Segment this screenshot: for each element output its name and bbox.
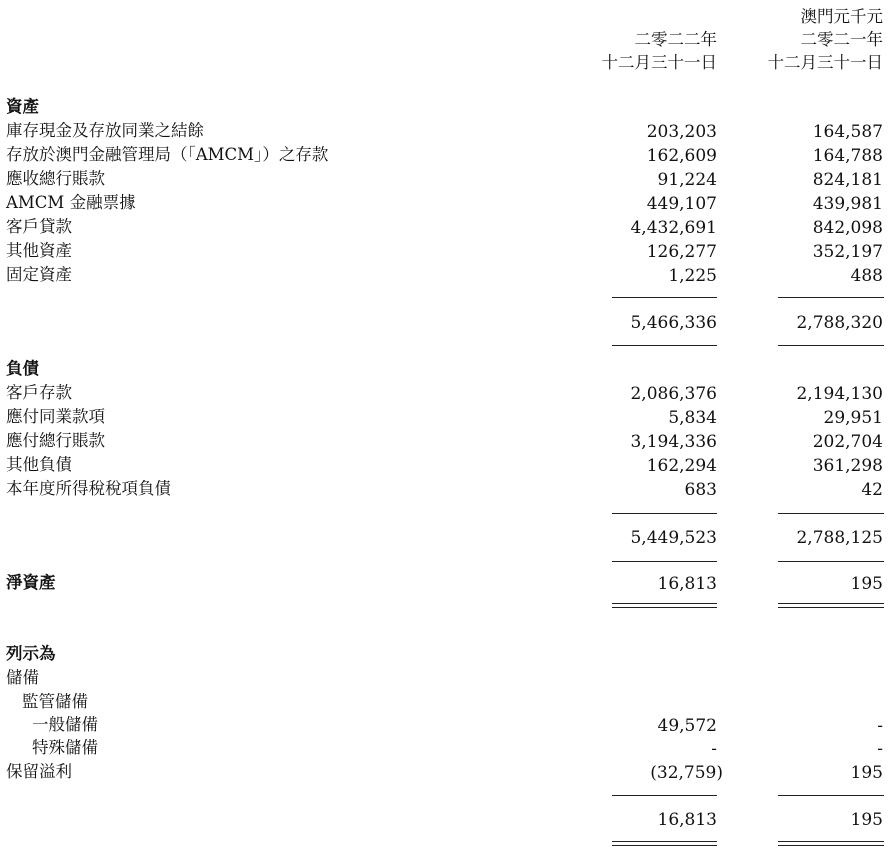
- col-2021-year: 二零二一年: [800, 30, 883, 49]
- reserve-row-2021: -: [877, 739, 883, 759]
- regulatory-reserves-label: 監管儲備: [22, 692, 88, 711]
- reserve-row-2022: (32,759): [650, 763, 723, 783]
- reserves-label: 儲備: [6, 668, 39, 687]
- subtotal-rule: [778, 513, 884, 514]
- total-rule: [778, 561, 884, 562]
- asset-row-2021: 164,587: [812, 122, 883, 142]
- net-assets-2021: 195: [850, 574, 883, 594]
- asset-row-label: 固定資產: [6, 265, 72, 284]
- liabilities-total-2022: 5,449,523: [630, 528, 717, 548]
- asset-row-label: 庫存現金及存放同業之結餘: [6, 121, 204, 140]
- reserve-row-label: 保留溢利: [6, 762, 72, 781]
- asset-row-2021: 352,197: [812, 242, 883, 262]
- net-assets-2022: 16,813: [657, 574, 717, 594]
- liabilities-total-2021: 2,788,125: [796, 528, 883, 548]
- asset-row-label: 應收總行賬款: [6, 169, 105, 188]
- liability-row-label: 應付同業款項: [6, 407, 105, 426]
- double-rule-bottom: [778, 607, 884, 608]
- asset-row-label: 客戶貸款: [6, 217, 72, 236]
- double-rule-top: [778, 603, 884, 604]
- subtotal-rule: [612, 795, 717, 796]
- reserve-row-2022: 49,572: [657, 716, 717, 736]
- assets-heading: 資產: [6, 97, 39, 116]
- liability-row-label: 客戶存款: [6, 383, 72, 402]
- col-2022-year: 二零二二年: [634, 30, 717, 49]
- currency-unit: 澳門元千元: [800, 7, 883, 26]
- net-assets-label: 淨資產: [6, 573, 56, 592]
- double-rule-bottom: [778, 845, 884, 846]
- liability-row-2022: 3,194,336: [630, 432, 717, 452]
- asset-row-2021: 842,098: [812, 218, 883, 238]
- asset-row-2021: 164,788: [812, 146, 883, 166]
- liability-row-2021: 42: [861, 480, 883, 500]
- liability-row-2021: 202,704: [812, 432, 883, 452]
- assets-total-2021: 2,788,320: [796, 313, 883, 333]
- liability-row-2021: 2,194,130: [796, 384, 883, 404]
- reserve-row-2022: -: [711, 739, 717, 759]
- liability-row-2022: 2,086,376: [630, 384, 717, 404]
- col-2021-date: 十二月三十一日: [767, 53, 883, 72]
- liability-row-label: 應付總行賬款: [6, 431, 105, 450]
- double-rule-bottom: [612, 845, 717, 846]
- subtotal-rule: [778, 297, 884, 298]
- total-rule: [612, 561, 717, 562]
- asset-row-2022: 126,277: [646, 242, 717, 262]
- asset-row-label: AMCM 金融票據: [6, 193, 136, 212]
- asset-row-2022: 1,225: [668, 266, 717, 286]
- asset-row-2021: 824,181: [812, 170, 883, 190]
- equity-total-2022: 16,813: [657, 810, 717, 830]
- col-2022-date: 十二月三十一日: [601, 53, 717, 72]
- assets-total-2022: 5,466,336: [630, 313, 717, 333]
- asset-row-2022: 162,609: [646, 146, 717, 166]
- subtotal-rule: [612, 297, 717, 298]
- total-rule: [778, 345, 884, 346]
- total-rule: [612, 345, 717, 346]
- asset-row-2022: 91,224: [657, 170, 717, 190]
- liability-row-2022: 5,834: [668, 408, 717, 428]
- liability-row-label: 本年度所得稅稅項負債: [6, 479, 171, 498]
- liability-row-2022: 162,294: [646, 456, 717, 476]
- asset-row-2022: 449,107: [646, 194, 717, 214]
- liability-row-2022: 683: [684, 480, 717, 500]
- double-rule-top: [612, 841, 717, 842]
- double-rule-top: [778, 841, 884, 842]
- represented-heading: 列示為: [6, 644, 56, 663]
- liabilities-heading: 負債: [6, 359, 39, 378]
- equity-total-2021: 195: [850, 810, 883, 830]
- reserve-row-2021: 195: [850, 763, 883, 783]
- asset-row-2022: 4,432,691: [630, 218, 717, 238]
- subtotal-rule: [778, 795, 884, 796]
- subtotal-rule: [612, 513, 717, 514]
- liability-row-2021: 29,951: [823, 408, 883, 428]
- asset-row-label: 存放於澳門金融管理局（「AMCM」）之存款: [6, 145, 329, 164]
- reserve-row-label: 一般儲備: [32, 715, 98, 734]
- asset-row-2022: 203,203: [646, 122, 717, 142]
- asset-row-2021: 488: [850, 266, 883, 286]
- double-rule-top: [612, 603, 717, 604]
- liability-row-2021: 361,298: [812, 456, 883, 476]
- liability-row-label: 其他負債: [6, 455, 72, 474]
- asset-row-2021: 439,981: [812, 194, 883, 214]
- double-rule-bottom: [612, 607, 717, 608]
- reserve-row-2021: -: [877, 716, 883, 736]
- reserve-row-label: 特殊儲備: [32, 738, 98, 757]
- asset-row-label: 其他資產: [6, 241, 72, 260]
